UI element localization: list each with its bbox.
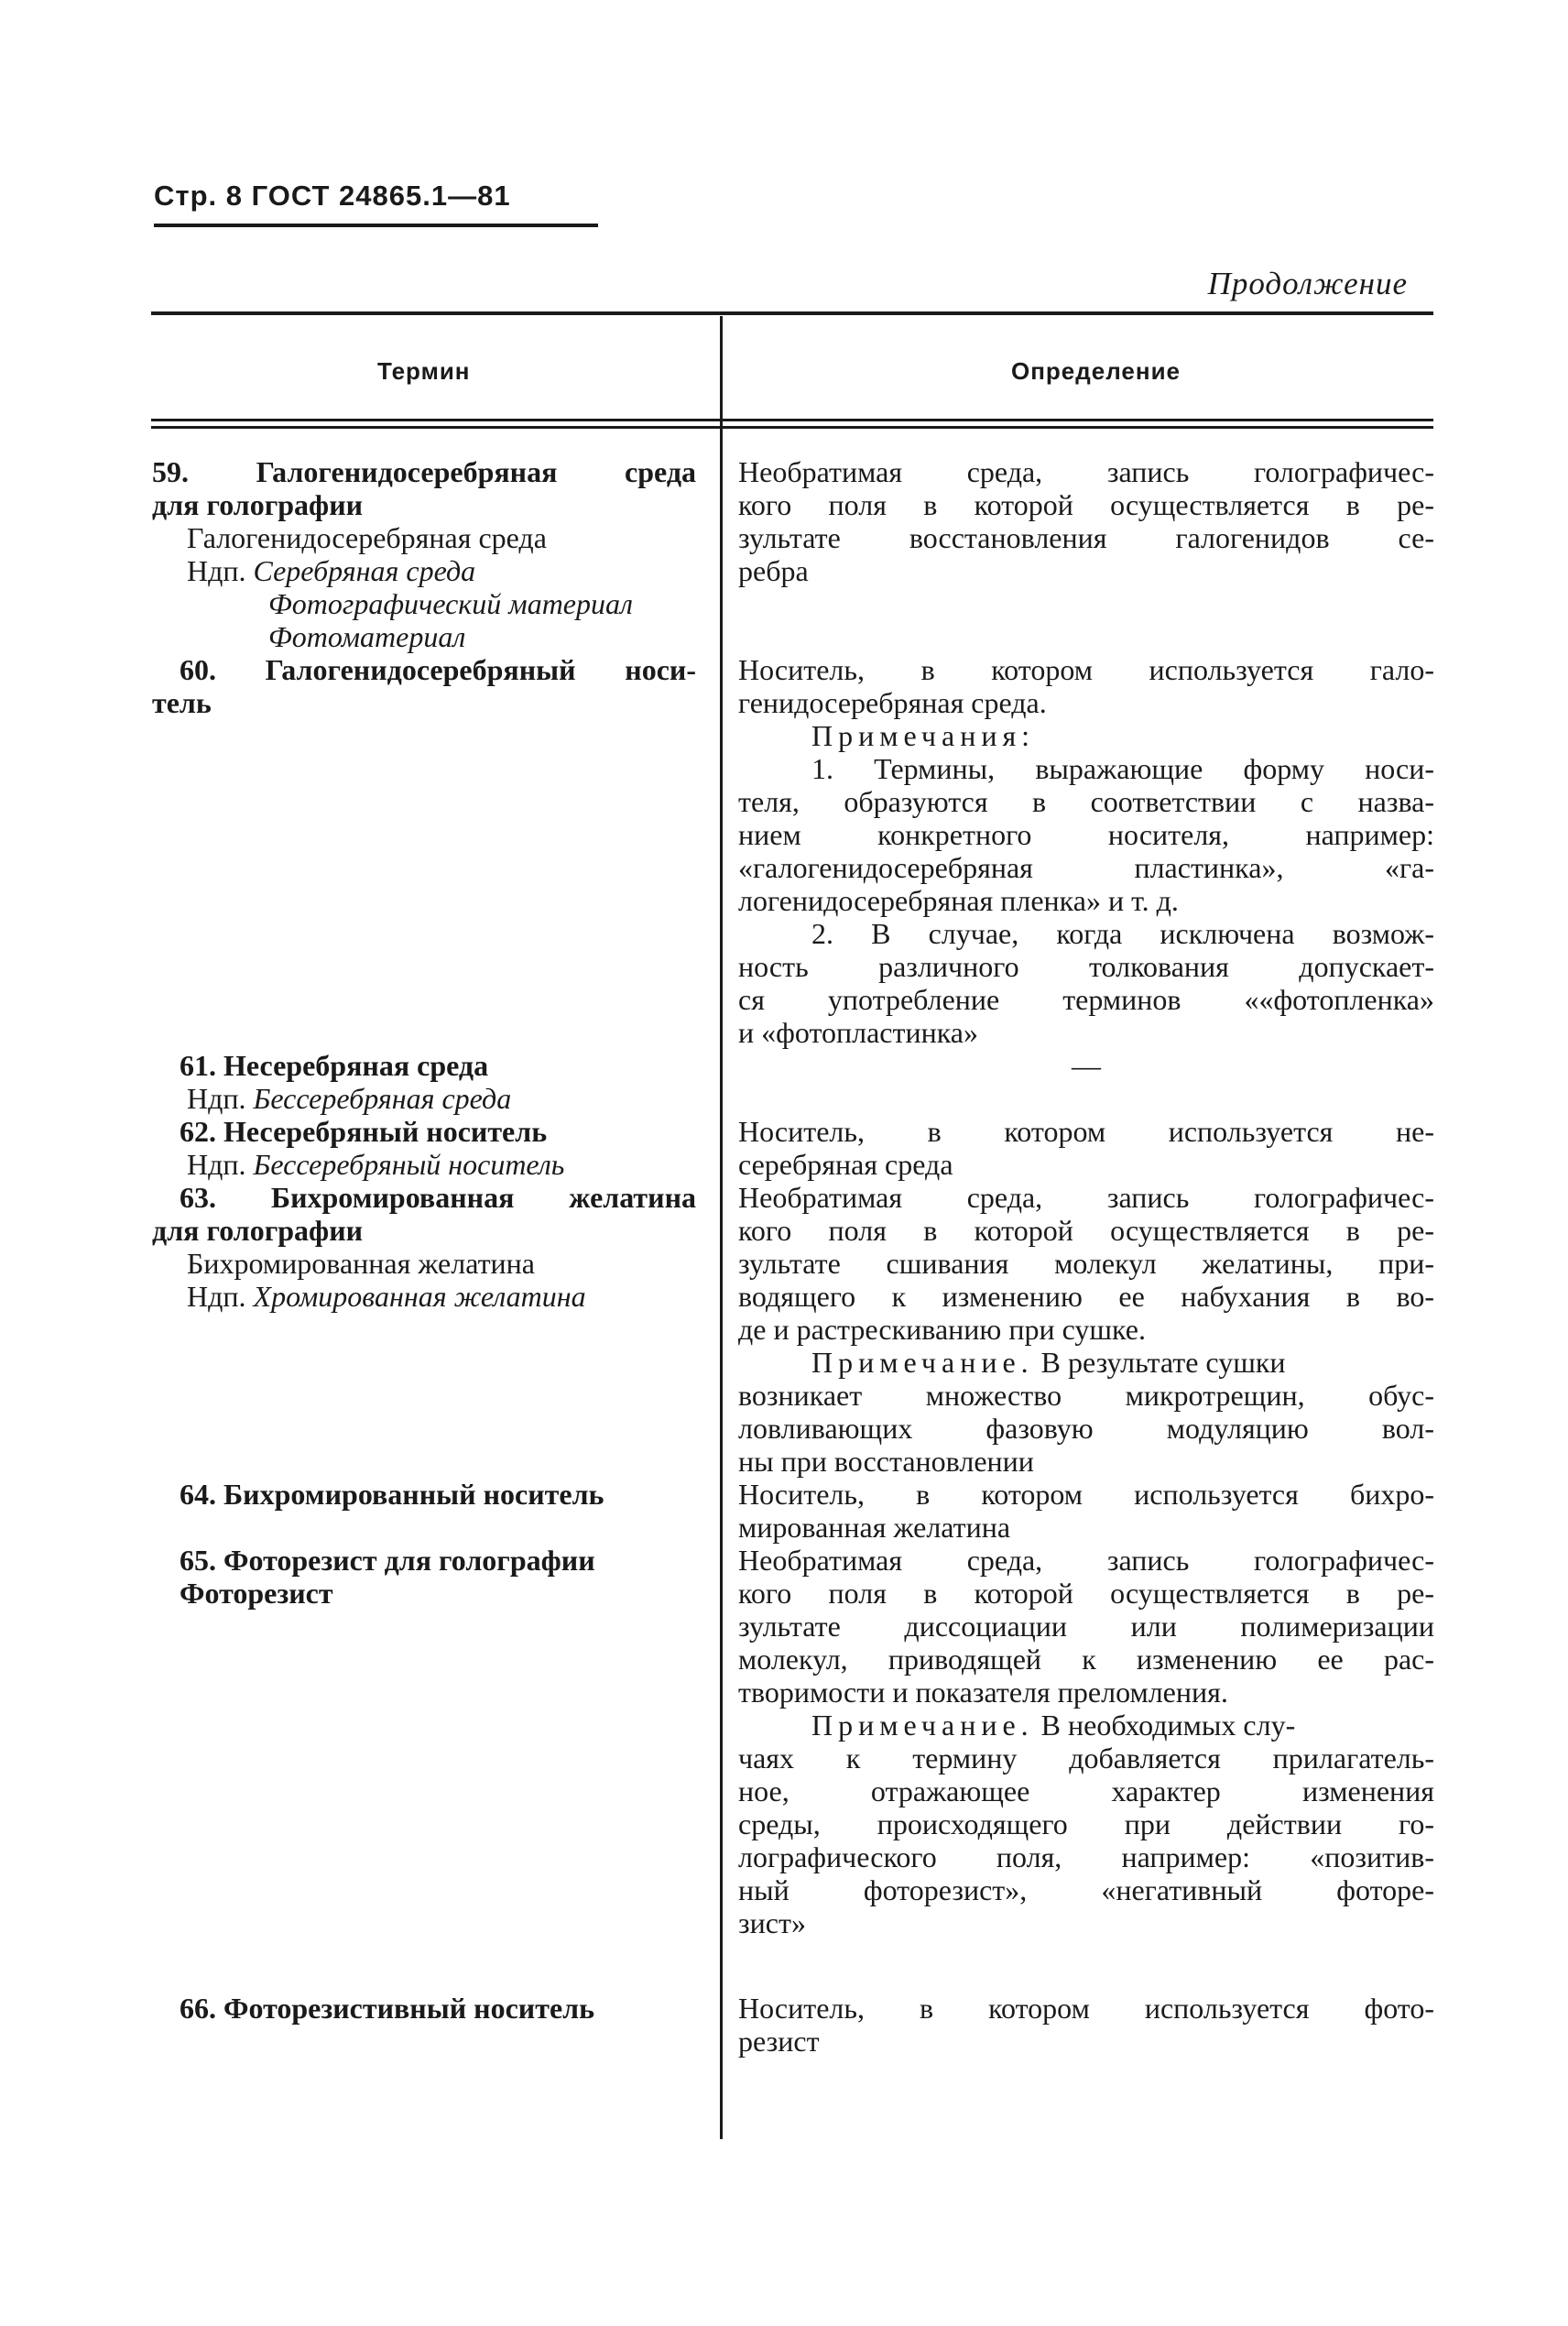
def-60-note: 2. В случае, когда исключена возмож- bbox=[811, 917, 1434, 950]
def-65-line: кого поля в которой осуществляется в ре- bbox=[738, 1577, 1434, 1610]
def-61-dash: — bbox=[1072, 1049, 1101, 1082]
page-header: Стр. 8 ГОСТ 24865.1—81 bbox=[154, 180, 511, 212]
ndp-label: Ндп. bbox=[187, 554, 246, 587]
def-63-line: де и растрескиванию при сушке. bbox=[738, 1313, 1146, 1346]
def-64-line: мированная желатина bbox=[738, 1511, 1011, 1544]
ndp-term: Бессеребряный носитель bbox=[253, 1148, 565, 1181]
note-label: Примечание. bbox=[811, 1709, 1034, 1742]
def-60-note: и «фотопластинка» bbox=[738, 1016, 978, 1049]
table-header-rule-double bbox=[151, 426, 1433, 429]
def-64-line: Носитель, в котором используется бихро- bbox=[738, 1478, 1434, 1511]
def-63-line: зультате сшивания молекул желатины, при- bbox=[738, 1247, 1434, 1280]
ndp-label: Ндп. bbox=[187, 1280, 246, 1313]
header-rule bbox=[154, 224, 598, 227]
term-60-line: тель bbox=[152, 686, 212, 719]
def-59-line: кого поля в которой осуществляется в ре- bbox=[738, 488, 1434, 521]
term-64: 64. Бихромированный носитель bbox=[180, 1478, 604, 1511]
def-59-line: Необратимая среда, запись голографичес- bbox=[738, 455, 1434, 488]
def-65-line: молекул, приводящей к изменению ее рас- bbox=[738, 1643, 1434, 1676]
def-60-note: «галогенидосеребряная пластинка», «га- bbox=[738, 851, 1434, 884]
ndp-term: Бессеребряная среда bbox=[253, 1082, 512, 1115]
term-59-line: для голографии bbox=[152, 488, 364, 521]
note-label: Примечание. bbox=[811, 1346, 1034, 1379]
term-63-line: 63. Бихромированная желатина bbox=[180, 1181, 696, 1214]
term-59-ndp-term: Фотографический материал bbox=[268, 587, 633, 620]
def-60-note: нием конкретного носителя, например: bbox=[738, 818, 1434, 851]
def-65-line: Необратимая среда, запись голографичес- bbox=[738, 1544, 1434, 1577]
term-59-line: 59. Галогенидосеребряная среда bbox=[152, 455, 696, 488]
def-63-line: кого поля в которой осуществляется в ре- bbox=[738, 1214, 1434, 1247]
term-65: 65. Фоторезист для голографии bbox=[180, 1544, 595, 1577]
ndp-label: Ндп. bbox=[187, 1148, 246, 1181]
def-63-line: водящего к изменению ее набухания в во- bbox=[738, 1280, 1434, 1313]
continuation-label: Продолжение bbox=[1207, 266, 1408, 301]
term-59-ndp bbox=[152, 554, 731, 587]
term-62: 62. Несеребряный носитель bbox=[180, 1115, 548, 1148]
term-65-synonym: Фоторезист bbox=[180, 1577, 333, 1610]
term-63-line: для голографии bbox=[152, 1214, 364, 1247]
def-65-note: зист» bbox=[738, 1906, 806, 1939]
def-66-line: Носитель, в котором используется фото- bbox=[738, 1992, 1434, 2025]
def-60-note: логенидосеребряная пленка» и т. д. bbox=[738, 884, 1179, 917]
def-62-line: Носитель, в котором используется не- bbox=[738, 1115, 1434, 1148]
column-header-definition: Определение bbox=[1011, 357, 1181, 385]
def-60-note: ся употребление терминов ««фотопленка» bbox=[738, 983, 1434, 1016]
def-65-note: чаях к термину добавляется прилагатель- bbox=[738, 1742, 1434, 1775]
def-65-note: ное, отражающее характер изменения bbox=[738, 1775, 1434, 1807]
term-60-line: 60. Галогенидосеребряный носи- bbox=[180, 653, 696, 686]
def-59-line: ребра bbox=[738, 554, 809, 587]
def-60-note: ность различного толкования допускает- bbox=[738, 950, 1434, 983]
term-59-synonym: Галогенидосеребряная среда bbox=[187, 521, 547, 554]
def-65-note: лографического поля, например: «позитив- bbox=[738, 1840, 1434, 1873]
def-63-note: ны при восстановлении bbox=[738, 1445, 1034, 1478]
def-60-line: генидосеребряная среда. bbox=[738, 686, 1047, 719]
ndp-term: Серебряная среда bbox=[253, 554, 476, 587]
def-63-note: ловливающих фазовую модуляцию вол- bbox=[738, 1412, 1434, 1445]
note-text: В необходимых слу- bbox=[1033, 1709, 1296, 1742]
ndp-term: Хромированная желатина bbox=[253, 1280, 586, 1313]
term-63-ndp bbox=[152, 1280, 731, 1313]
def-59-line: зультате восстановления галогенидов се- bbox=[738, 521, 1434, 554]
ndp-label: Ндп. bbox=[187, 1082, 246, 1115]
table-header-rule bbox=[151, 419, 1433, 421]
def-63-line: Необратимая среда, запись голографичес- bbox=[738, 1181, 1434, 1214]
def-65-note bbox=[738, 1709, 1434, 1742]
def-65-note: ный фоторезист», «негативный фоторе- bbox=[738, 1873, 1434, 1906]
def-65-line: творимости и показателя преломления. bbox=[738, 1676, 1228, 1709]
note-text: В результате сушки bbox=[1033, 1346, 1286, 1379]
term-59-ndp-term: Фотоматериал bbox=[268, 620, 466, 653]
def-60-note: 1. Термины, выражающие форму носи- bbox=[811, 752, 1434, 785]
def-60-line: Носитель, в котором используется гало- bbox=[738, 653, 1434, 686]
def-65-line: зультате диссоциации или полимеризации bbox=[738, 1610, 1434, 1643]
def-66-line: резист bbox=[738, 2025, 820, 2058]
def-60-note: теля, образуются в соответствии с назва- bbox=[738, 785, 1434, 818]
term-63-synonym: Бихромированная желатина bbox=[187, 1247, 535, 1280]
def-63-note bbox=[738, 1346, 1434, 1379]
term-62-ndp bbox=[152, 1148, 731, 1181]
table-top-rule bbox=[151, 311, 1433, 315]
term-61: 61. Несеребряная среда bbox=[180, 1049, 489, 1082]
def-63-note: возникает множество микротрещин, обус- bbox=[738, 1379, 1434, 1412]
def-65-note: среды, происходящего при действии го- bbox=[738, 1807, 1434, 1840]
column-header-term: Термин bbox=[377, 357, 471, 385]
term-61-ndp bbox=[152, 1082, 731, 1115]
def-62-line: серебряная среда bbox=[738, 1148, 953, 1181]
def-60-notes-title: Примечания: bbox=[811, 719, 1036, 752]
term-66: 66. Фоторезистивный носитель bbox=[180, 1992, 595, 2025]
